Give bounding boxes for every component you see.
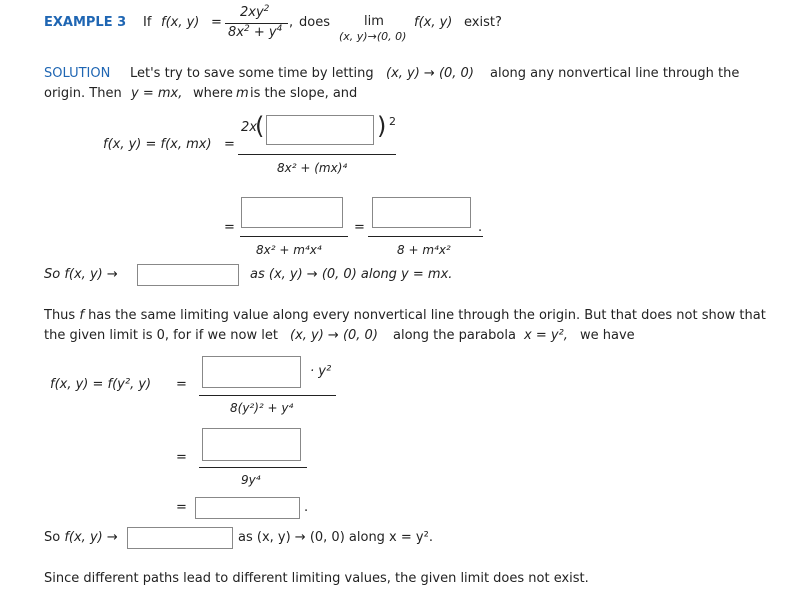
step3-denominator: 8(y²)² + y⁴ <box>230 401 294 415</box>
thus-line-2-end: we have <box>580 328 635 343</box>
step1-denominator: 8x² + (mx)⁴ <box>277 161 348 175</box>
so2-answer-box[interactable] <box>127 527 233 549</box>
solution-line-2: origin. Then <box>44 86 122 101</box>
step1-answer-box[interactable] <box>266 115 374 145</box>
step2-equals-1: = <box>224 220 235 235</box>
example-label: EXAMPLE 3 <box>44 15 127 30</box>
step1-paren-open: ( <box>255 112 265 140</box>
step2-fraction-bar-1 <box>240 236 348 237</box>
step4-equals: = <box>176 450 187 465</box>
lim-argument: f(x, y) <box>414 15 453 30</box>
thus-line-1-start: Thus f has the same limiting value along every nonvertical line through the origin. But that does not show that <box>44 308 766 323</box>
step4-denominator: 9y⁴ <box>241 473 261 487</box>
step2-fraction-bar-2 <box>368 236 483 237</box>
so1-suffix: as (x, y) → (0, 0) along y = mx. <box>250 267 453 282</box>
step1-coefficient: 2x <box>241 120 257 135</box>
step2-period: . <box>478 220 483 235</box>
step2-answer-box-1[interactable] <box>241 197 343 228</box>
step2-denominator-1: 8x² + m⁴x⁴ <box>256 243 322 257</box>
comma: , <box>289 15 294 30</box>
lim-text: lim <box>364 14 384 29</box>
step1-fraction-bar <box>238 154 396 155</box>
solution-text-2: along any nonvertical line through the <box>490 66 740 81</box>
so2-prefix: So f(x, y) → <box>44 530 118 545</box>
so1-answer-box[interactable] <box>137 264 239 286</box>
if-text: If <box>143 15 152 30</box>
step2-denominator-2: 8 + m⁴x² <box>397 243 451 257</box>
solution-slope: is the slope, and <box>250 86 358 101</box>
lim-subscript: (x, y)→(0, 0) <box>339 30 407 43</box>
thus-f: f <box>79 308 84 323</box>
solution-ymx: y = mx, <box>131 86 183 101</box>
exist-text: exist? <box>464 15 502 30</box>
solution-text-1: Let's try to save some time by letting <box>130 66 374 81</box>
step1-paren-close: ) <box>377 112 387 140</box>
thus-line-2-start: the given limit is 0, for if we now let <box>44 328 278 343</box>
solution-label: SOLUTION <box>44 66 111 81</box>
thus-path: (x, y) → (0, 0) <box>290 328 378 343</box>
step3-answer-box[interactable] <box>202 356 301 388</box>
does-text: does <box>299 15 330 30</box>
step3-lhs: f(x, y) = f(y², y) <box>50 377 152 392</box>
fxy-text: f(x, y) <box>161 15 200 30</box>
solution-where: where <box>193 86 233 101</box>
step3-multiplier: · y² <box>310 364 332 379</box>
step2-answer-box-2[interactable] <box>372 197 471 228</box>
solution-path: (x, y) → (0, 0) <box>386 66 474 81</box>
conclusion-text: Since different paths lead to different limiting values, the given limit does not exist. <box>44 571 589 586</box>
step1-lhs: f(x, y) = f(x, mx) <box>103 137 212 152</box>
step1-exponent: 2 <box>389 115 396 128</box>
step3-fraction-bar <box>199 395 336 396</box>
step4-answer-box[interactable] <box>202 428 301 461</box>
so2-suffix: as (x, y) → (0, 0) along x = y². <box>238 530 433 545</box>
equals-sign: = <box>211 15 222 30</box>
step4-fraction-bar <box>199 467 307 468</box>
step5-answer-box[interactable] <box>195 497 300 519</box>
step5-period: . <box>304 500 309 515</box>
thus-line-2-mid: along the parabola <box>393 328 516 343</box>
fraction-denominator: $8x^2 + y^4$ <box>228 24 283 40</box>
so1-prefix: So f(x, y) → <box>44 267 118 282</box>
step5-equals: = <box>176 500 187 515</box>
fraction-numerator: $2xy^2$ <box>240 4 270 20</box>
solution-m: m <box>236 86 249 101</box>
thus-parabola: x = y², <box>524 328 568 343</box>
step2-equals-2: = <box>354 220 365 235</box>
step1-equals: = <box>224 137 235 152</box>
step3-equals: = <box>176 377 187 392</box>
